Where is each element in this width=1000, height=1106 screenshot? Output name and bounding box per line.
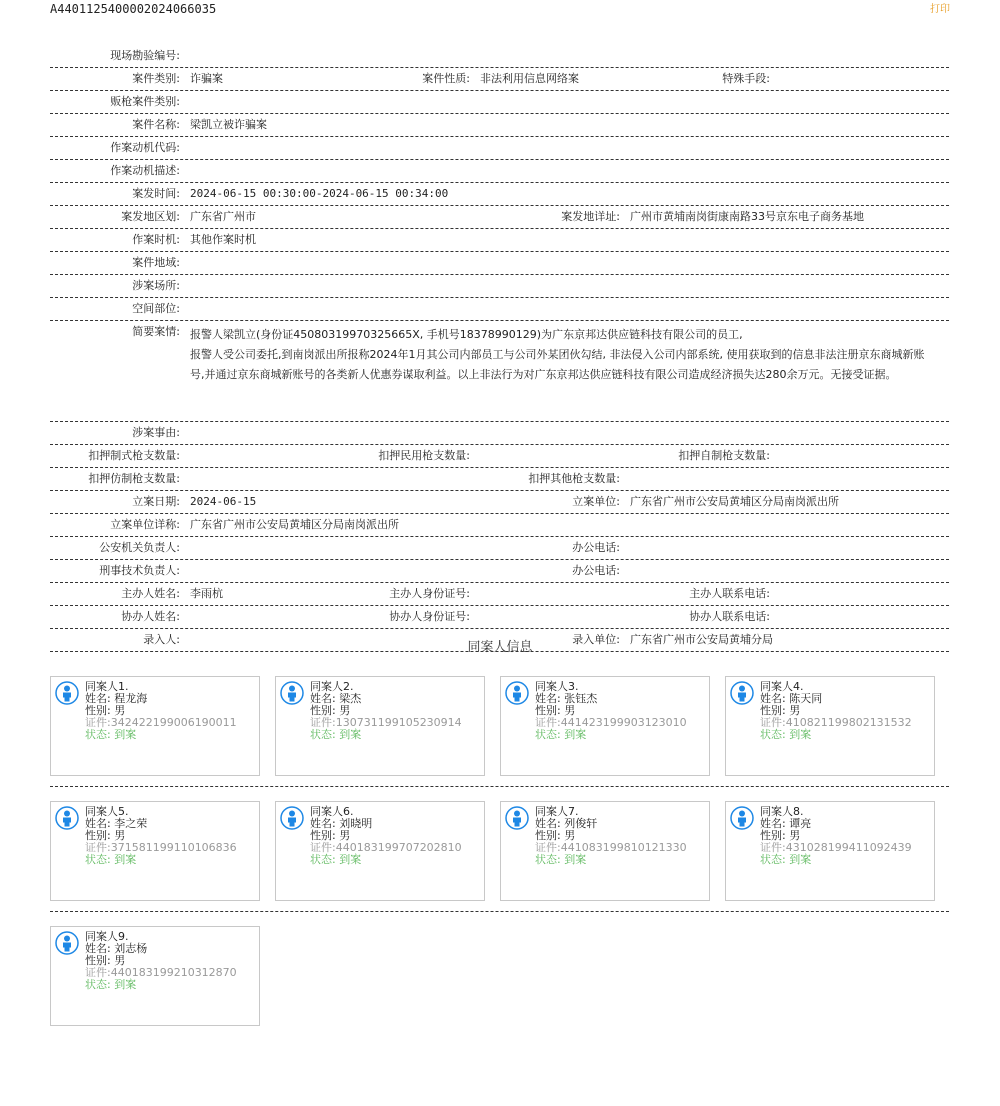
case-nature-value: 非法利用信息网络案	[480, 72, 579, 85]
incident-time-value: 2024-06-15 00:30:00-2024-06-15 00:34:00	[190, 187, 449, 200]
accomplice-status: 状态: 到案	[310, 853, 362, 866]
row-seized-guns-2	[50, 468, 949, 491]
accomplice-title: 同案人2.	[310, 680, 354, 693]
incident-region-value: 广东省广州市	[190, 210, 256, 223]
row-involved-matter	[50, 422, 949, 445]
row-involved-place	[50, 275, 949, 298]
case-name-value: 梁凯立被诈骗案	[190, 118, 267, 131]
accomplice-title: 同案人4.	[760, 680, 804, 693]
accomplice-name: 姓名: 梁杰	[310, 692, 362, 705]
person-icon	[55, 806, 79, 830]
accomplice-info	[535, 681, 687, 741]
row-incident-region	[50, 206, 949, 229]
person-icon	[55, 681, 79, 705]
row-crime-timing	[50, 229, 949, 252]
host-id-label: 主办人身份证号:	[389, 587, 470, 600]
crime-timing-label: 作案时机:	[132, 233, 180, 246]
accomplice-gender: 性别: 男	[85, 829, 126, 842]
assist-name-label: 协办人姓名:	[121, 610, 180, 623]
filing-unit-label: 立案单位:	[572, 495, 620, 508]
row-space-part	[50, 298, 949, 321]
accomplice-info	[85, 681, 237, 741]
card-row-divider	[50, 911, 949, 912]
case-number: A4401125400002024066035	[50, 2, 217, 16]
scene-survey-no-label: 现场勘验编号:	[110, 49, 180, 62]
accomplice-status: 状态: 到案	[85, 728, 137, 741]
row-brief	[50, 321, 949, 422]
accomplice-id: 证件:431028199411092439	[760, 841, 912, 854]
accomplice-id: 证件:441423199903123010	[535, 716, 687, 729]
row-assist	[50, 606, 949, 629]
brief-line-1: 报警人梁凯立(身份证45080319970325665X, 手机号18378990129)为广东京邦达供应链科技有限公司的员工,	[190, 328, 743, 341]
accomplice-title: 同案人9.	[85, 930, 129, 943]
row-gun-case-category	[50, 91, 949, 114]
accomplice-gender: 性别: 男	[310, 829, 351, 842]
accomplice-name: 姓名: 刘志杨	[85, 942, 148, 955]
accomplice-info	[310, 806, 462, 866]
accomplice-title: 同案人7.	[535, 805, 579, 818]
accomplice-card[interactable]	[50, 801, 260, 901]
accomplice-card[interactable]	[275, 801, 485, 901]
accomplice-id: 证件:441083199810121330	[535, 841, 687, 854]
case-region-label: 案件地域:	[132, 256, 180, 269]
entry-unit-value: 广东省广州市公安局黄埔分局	[630, 633, 773, 646]
case-form	[50, 45, 949, 652]
person-icon	[280, 806, 304, 830]
person-icon	[505, 681, 529, 705]
accomplice-title: 同案人6.	[310, 805, 354, 818]
accomplice-gender: 性别: 男	[85, 704, 126, 717]
case-nature-label: 案件性质:	[422, 72, 470, 85]
row-case-region	[50, 252, 949, 275]
row-filing-unit-detail	[50, 514, 949, 537]
accomplice-info	[760, 681, 912, 741]
row-case-name	[50, 114, 949, 137]
brief-line-2: 报警人受公司委托,到南岗派出所报称2024年1月其公司内部员工与公司外某团伙勾结, 非法侵入公司内部系统, 使用获取到的信息非法注册京东商城新账号,并通过京东商城新账号的各类新人优惠券谋取利益。以上非法行为对广东京邦达供应链科技有限公司造成经济损失达280余万元。无接受证据。	[190, 348, 925, 381]
accomplice-title: 同案人5.	[85, 805, 129, 818]
row-motive-code	[50, 137, 949, 160]
accomplice-status: 状态: 到案	[310, 728, 362, 741]
host-name-value: 李雨杭	[190, 587, 223, 600]
tech-leader-label: 刑事技术负责人:	[99, 564, 180, 577]
person-icon	[280, 681, 304, 705]
accomplice-card[interactable]	[725, 676, 935, 776]
accomplice-name: 姓名: 李之荣	[85, 817, 148, 830]
police-leader-label: 公安机关负责人:	[99, 541, 180, 554]
accomplice-name: 姓名: 陈天同	[760, 692, 823, 705]
accomplice-name: 姓名: 列俊轩	[535, 817, 598, 830]
person-icon	[505, 806, 529, 830]
accomplice-card[interactable]	[500, 801, 710, 901]
accomplice-id: 证件:440183199707202810	[310, 841, 462, 854]
accomplice-name: 姓名: 程龙海	[85, 692, 148, 705]
incident-address-label: 案发地详址:	[561, 210, 620, 223]
person-icon	[55, 931, 79, 955]
accomplice-name: 姓名: 张钰杰	[535, 692, 598, 705]
row-host	[50, 583, 949, 606]
card-row-divider	[50, 786, 949, 787]
filing-date-label: 立案日期:	[132, 495, 180, 508]
crime-timing-value: 其他作案时机	[190, 233, 256, 246]
person-icon	[730, 681, 754, 705]
accomplice-card[interactable]	[275, 676, 485, 776]
seized-homemade-guns-label: 扣押自制枪支数量:	[678, 449, 770, 462]
entry-unit-label: 录入单位:	[572, 633, 620, 646]
row-police-leader	[50, 537, 949, 560]
accomplice-name: 姓名: 刘晓明	[310, 817, 373, 830]
incident-time-label: 案发时间:	[132, 187, 180, 200]
host-phone-label: 主办人联系电话:	[689, 587, 770, 600]
filing-unit-detail-label: 立案单位详称:	[110, 518, 180, 531]
special-means-label: 特殊手段:	[722, 72, 770, 85]
accomplice-gender: 性别: 男	[760, 704, 801, 717]
filing-unit-detail-value: 广东省广州市公安局黄埔区分局南岗派出所	[190, 518, 399, 531]
accomplice-card[interactable]	[725, 801, 935, 901]
office-phone-1-label: 办公电话:	[572, 541, 620, 554]
accomplice-info	[85, 931, 237, 991]
seized-standard-guns-label: 扣押制式枪支数量:	[88, 449, 180, 462]
accomplice-info	[535, 806, 687, 866]
entry-person-label: 录入人:	[143, 633, 180, 646]
row-case-category	[50, 68, 949, 91]
print-link[interactable]: 打印	[930, 4, 950, 15]
accomplice-card[interactable]	[50, 926, 260, 1026]
accomplice-id: 证件:410821199802131532	[760, 716, 912, 729]
accomplice-card[interactable]	[500, 676, 710, 776]
accomplice-status: 状态: 到案	[760, 728, 812, 741]
row-incident-time	[50, 183, 949, 206]
host-name-label: 主办人姓名:	[121, 587, 180, 600]
filing-date-value: 2024-06-15	[190, 495, 257, 508]
accomplice-info	[760, 806, 912, 866]
filing-unit-value: 广东省广州市公安局黄埔区分局南岗派出所	[630, 495, 839, 508]
assist-phone-label: 协办人联系电话:	[689, 610, 770, 623]
accomplice-status: 状态: 到案	[760, 853, 812, 866]
row-filing	[50, 491, 949, 514]
case-category-label: 案件类别:	[132, 72, 180, 85]
gun-case-category-label: 贩枪案件类别:	[110, 95, 180, 108]
office-phone-2-label: 办公电话:	[572, 564, 620, 577]
case-name-label: 案件名称:	[132, 118, 180, 131]
accomplices-title: 同案人信息	[467, 640, 533, 655]
accomplice-gender: 性别: 男	[85, 954, 126, 967]
row-motive-desc	[50, 160, 949, 183]
accomplice-gender: 性别: 男	[535, 829, 576, 842]
accomplice-status: 状态: 到案	[85, 853, 137, 866]
accomplice-status: 状态: 到案	[535, 853, 587, 866]
case-category-value: 诈骗案	[190, 72, 223, 85]
motive-desc-label: 作案动机描述:	[110, 164, 180, 177]
seized-civil-guns-label: 扣押民用枪支数量:	[378, 449, 470, 462]
assist-id-label: 协办人身份证号:	[389, 610, 470, 623]
incident-region-label: 案发地区划:	[121, 210, 180, 223]
accomplice-info	[85, 806, 237, 866]
accomplice-card[interactable]	[50, 676, 260, 776]
accomplice-info	[310, 681, 462, 741]
seized-other-guns-label: 扣押其他枪支数量:	[528, 472, 620, 485]
accomplice-id: 证件:371581199110106836	[85, 841, 237, 854]
accomplice-status: 状态: 到案	[85, 978, 137, 991]
space-part-label: 空间部位:	[132, 302, 180, 315]
seized-imitation-guns-label: 扣押仿制枪支数量:	[88, 472, 180, 485]
motive-code-label: 作案动机代码:	[110, 141, 180, 154]
accomplice-title: 同案人1.	[85, 680, 129, 693]
brief-text	[190, 325, 925, 385]
accomplice-title: 同案人3.	[535, 680, 579, 693]
accomplice-id: 证件:440183199210312870	[85, 966, 237, 979]
person-icon	[730, 806, 754, 830]
brief-label: 简要案情:	[132, 325, 180, 338]
incident-address-value: 广州市黄埔南岗街康南路33号京东电子商务基地	[630, 210, 864, 223]
accomplice-gender: 性别: 男	[535, 704, 576, 717]
accomplice-gender: 性别: 男	[760, 829, 801, 842]
accomplice-id: 证件:342422199006190011	[85, 716, 237, 729]
accomplice-gender: 性别: 男	[310, 704, 351, 717]
row-tech-leader	[50, 560, 949, 583]
accomplice-name: 姓名: 谭亮	[760, 817, 812, 830]
accomplice-id: 证件:130731199105230914	[310, 716, 462, 729]
involved-matter-label: 涉案事由:	[132, 426, 180, 439]
involved-place-label: 涉案场所:	[132, 279, 180, 292]
row-scene-survey-no	[50, 45, 949, 68]
accomplice-status: 状态: 到案	[535, 728, 587, 741]
row-seized-guns-1	[50, 445, 949, 468]
accomplice-title: 同案人8.	[760, 805, 804, 818]
